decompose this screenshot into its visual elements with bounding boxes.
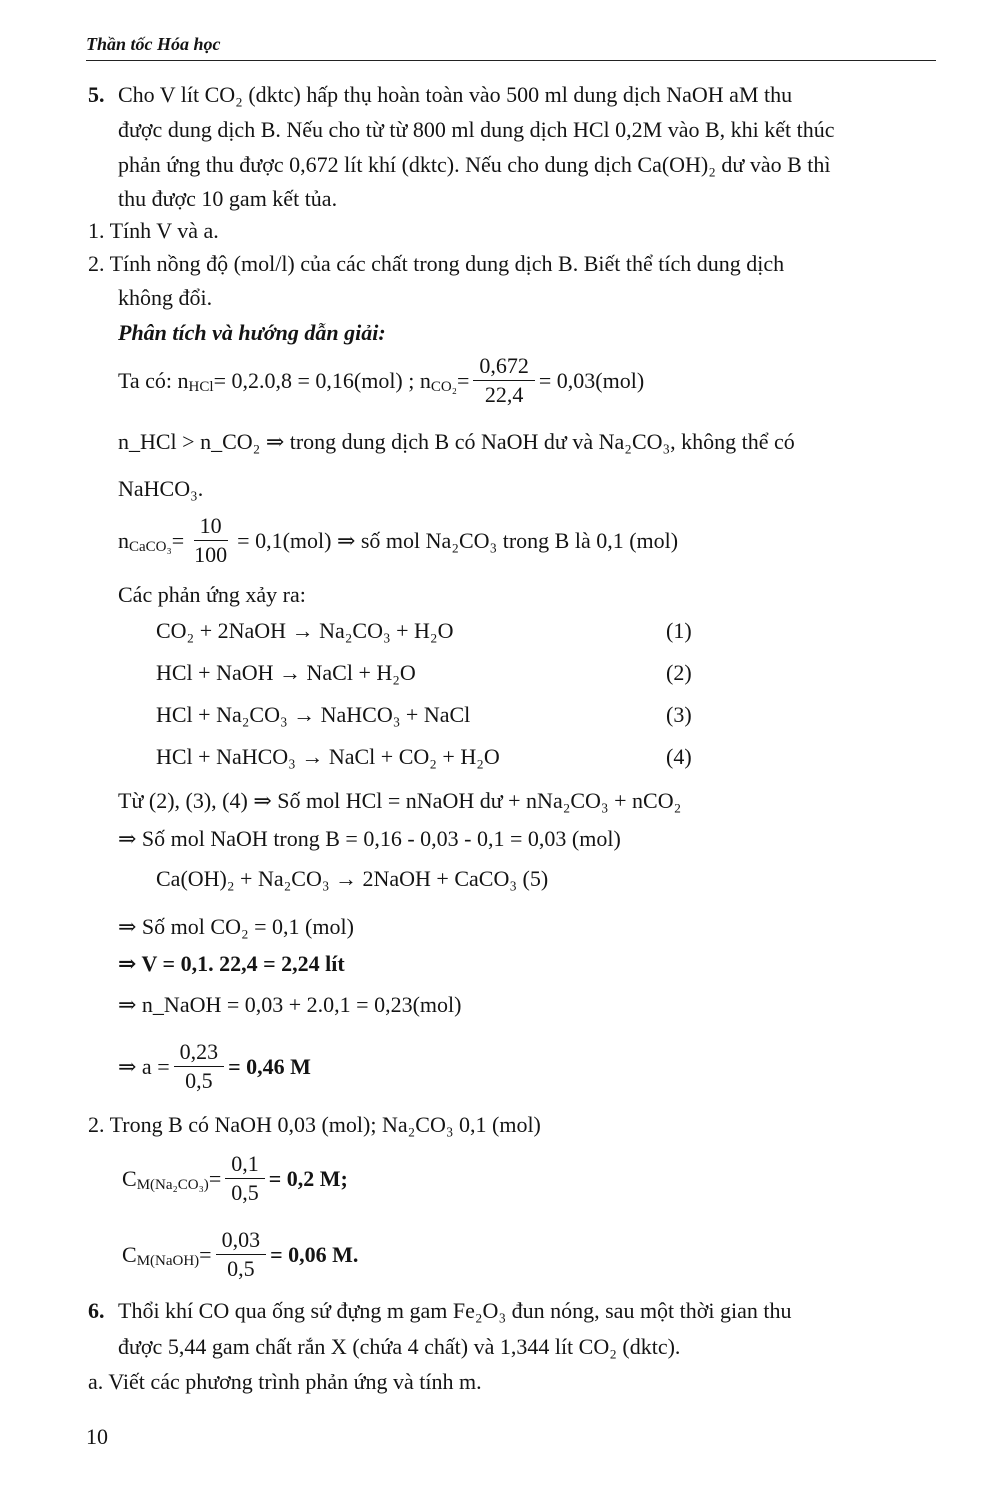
calc1-left: Ta có: n — [118, 367, 189, 393]
naoh-moles-line: ⇒ Số mol NaOH trong B = 0,16 - 0,03 - 0,1 = 0,03 (mol) — [118, 826, 621, 851]
cm-naoh-line: C M(NaOH) = $\frac{0,03}{0,5}$ = 0,06 M. — [122, 1227, 359, 1281]
calc1-mid: = 0,2.0,8 = 0,16(mol) ; n — [213, 367, 431, 393]
header-title: Thần tốc Hóa học — [86, 34, 221, 54]
reaction-5: Ca(OH)₂ + Na₂CO₃ → 2NaOH + CaCO₃ (5) — [156, 866, 549, 891]
fraction-denominator: 22,4 — [484, 382, 524, 407]
fraction-cm1 — [225, 1150, 265, 1207]
fraction-numerator: 0,23 — [174, 1038, 225, 1067]
cm2-right: = 0,06 M. — [270, 1241, 359, 1267]
a-right: = 0,46 M — [228, 1053, 311, 1079]
question-2-line-1: 2. Tính nồng độ (mol/l) của các chất trong dung dịch B. Biết thể tích dung dịch — [88, 251, 785, 276]
reaction-1-number: (1) — [666, 618, 692, 643]
calc1-sub2: CO₂ — [430, 378, 457, 395]
reaction-4: HCl + NaHCO₃ → NaCl + CO₂ + H₂O — [156, 744, 500, 769]
volume-result: ⇒ V = 0,1. 22,4 = 2,24 lít — [118, 951, 345, 976]
reaction-4-number: (4) — [666, 744, 692, 769]
calc1-right: = 0,03(mol) — [538, 367, 645, 393]
compare-line-1: n_HCl > n_CO₂ ⇒ trong dung dịch B có NaOH dư và Na₂CO₃, không thể có — [118, 429, 795, 454]
concentration-a-line — [118, 1038, 311, 1095]
fraction-numerator: 0,1 — [225, 1150, 265, 1179]
reaction-3: HCl + Na₂CO₃ → NaHCO₃ + NaCl — [156, 702, 471, 727]
from-reactions-line: Từ (2), (3), (4) ⇒ Số mol HCl = nNaOH dư + nNa₂CO₃ + nCO₂ — [118, 788, 682, 813]
fraction-numerator: 0,672 — [473, 352, 535, 381]
fraction-denominator: 0,5 — [185, 1068, 213, 1093]
reaction-2: HCl + NaOH → NaCl + H₂O — [156, 660, 416, 685]
problem-6-number: 6. — [88, 1298, 105, 1323]
reaction-1: CO₂ + 2NaOH → Na₂CO₃ + H₂O — [156, 618, 454, 643]
question-2-line-2: không đổi. — [118, 285, 213, 310]
part-2-line: 2. Trong B có NaOH 0,03 (mol); Na₂CO₃ 0,1 (mol) — [88, 1112, 541, 1137]
fraction-numerator: 0,03 — [216, 1226, 267, 1255]
fraction-denominator: 0,5 — [231, 1180, 259, 1205]
calc1-sub: HCl — [188, 378, 214, 395]
fraction-co2 — [473, 352, 535, 409]
problem-5-line-2: được dung dịch B. Nếu cho từ từ 800 ml dung dịch HCl 0,2M vào B, khi kết thúc — [118, 117, 835, 142]
cm2-left: C — [122, 1241, 137, 1267]
cm1-sub: M(Na₂CO₃) — [136, 1176, 209, 1193]
cm2-sub: M(NaOH) — [136, 1252, 200, 1269]
fraction-cm2 — [216, 1226, 267, 1283]
fraction-numerator: 10 — [194, 512, 228, 541]
cm1-right: = 0,2 M; — [268, 1165, 348, 1191]
fraction-denominator: 0,5 — [227, 1256, 255, 1281]
problem-5-line-4: thu được 10 gam kết tủa. — [118, 186, 338, 211]
problem-5-line-1: Cho V lít CO₂ (dktc) hấp thụ hoàn toàn vào 500 ml dung dịch NaOH aM thu — [118, 82, 793, 107]
naoh-total-line: ⇒ n_NaOH = 0,03 + 2.0,1 = 0,23(mol) — [118, 992, 462, 1017]
reaction-3-number: (3) — [666, 702, 692, 727]
reaction-2-number: (2) — [666, 660, 692, 685]
calc1-eq: = — [456, 367, 470, 393]
problem-6-line-1: Thổi khí CO qua ống sứ đựng m gam Fe₂O₃ đun nóng, sau một thời gian thu — [118, 1298, 792, 1323]
reactions-intro: Các phản ứng xảy ra: — [118, 582, 306, 607]
problem-5-number: 5. — [88, 82, 105, 107]
fraction-denominator: 100 — [194, 542, 228, 567]
question-1: 1. Tính V và a. — [88, 218, 219, 243]
caco3-right: = 0,1(mol) ⇒ số mol Na₂CO₃ trong B là 0,1 (mol) — [237, 527, 679, 553]
fraction-a — [174, 1038, 225, 1095]
problem-6-question-a: a. Viết các phương trình phản ứng và tính m. — [88, 1369, 482, 1394]
fraction-caco3 — [188, 512, 233, 569]
cm-na2co3-line: C M(Na₂CO₃) = $\frac{0,1}{0,5}$ = 0,2 M; — [122, 1151, 348, 1205]
calc-mol-line — [118, 352, 644, 409]
co2-moles-line: ⇒ Số mol CO₂ = 0,1 (mol) — [118, 914, 354, 939]
caco3-sub: CaCO₃ — [129, 538, 172, 555]
problem-6-line-2: được 5,44 gam chất rắn X (chứa 4 chất) và 1,344 lít CO₂ (dktc). — [118, 1334, 681, 1359]
running-header — [86, 30, 936, 61]
caco3-left: n — [118, 527, 129, 553]
compare-line-2: NaHCO₃. — [118, 476, 204, 501]
a-left: ⇒ a = — [118, 1053, 170, 1079]
page-number: 10 — [86, 1424, 108, 1449]
analysis-heading: Phân tích và hướng dẫn giải: — [118, 320, 386, 345]
cm1-left: C — [122, 1165, 137, 1191]
problem-5-line-3: phản ứng thu được 0,672 lít khí (dktc). Nếu cho dung dịch Ca(OH)₂ dư vào B thì — [118, 152, 831, 177]
caco3-line: n CaCO₃ = $\frac{10}{100}$ = 0,1(mol) ⇒ số mol Na₂CO₃ trong B là 0,1 (mol) — [118, 513, 679, 567]
